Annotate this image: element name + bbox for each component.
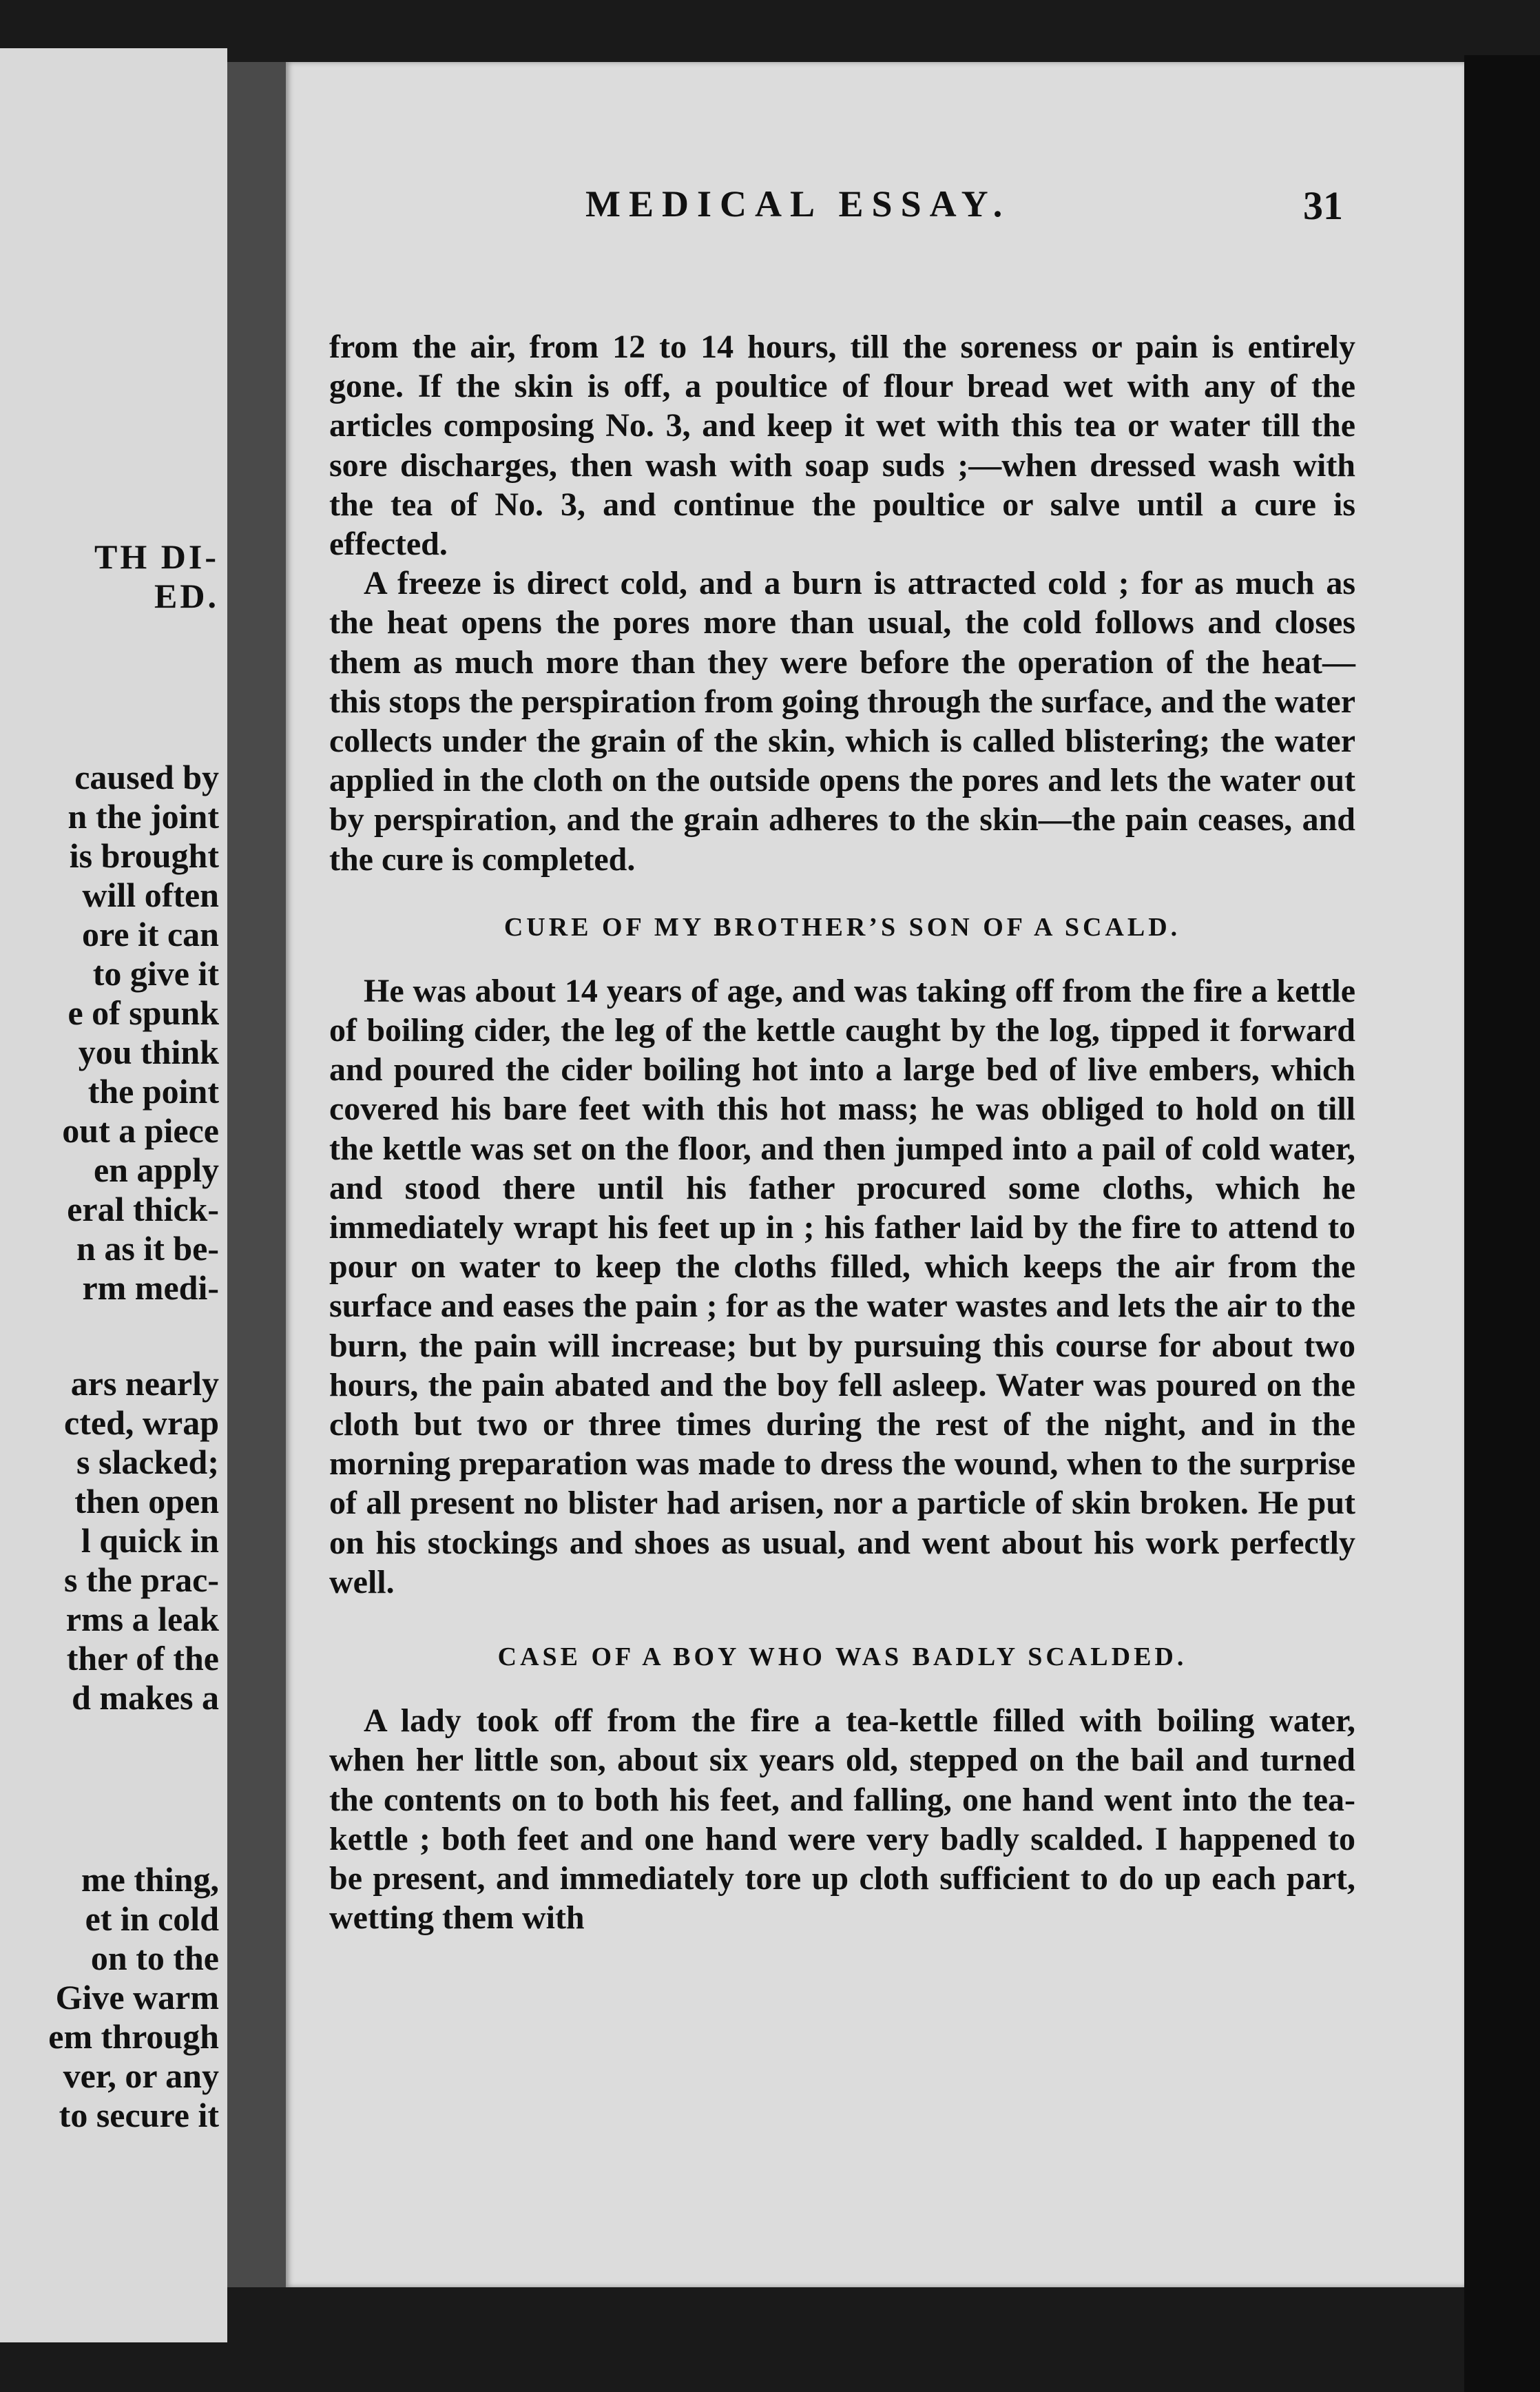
running-head: [282, 183, 1343, 238]
section-heading-brothers-son: CURE OF MY BROTHER’S SON OF A SCALD.: [503, 912, 1181, 942]
paragraph-3: He was about 14 years of age, and was taking off from the fire a kettle of boiling cider, the leg of the kettle caught by the log, tipped it forward and poured the cider boiling hot into a large bed of live embers, which covered his bare feet with this hot mass; he was obliged to hold on till the kettle was set on the floor, and then jumped into a pail of cold water, and stood there until his father procured some cloths, which he immediately wrapt his feet up in ; his father laid by the fire to attend to pour on water to keep the cloths filled, which keeps the air from the surface and eases the pain ; for as the water wastes and lets the air to the burn, the pain will increase; but by pursuing this course for about two hours, the pain abated and the boy fell asleep. Water was poured on the cloth but two or three times during the rest of the night, and in the morning preparation was made to dress the wound, when to the surprise of all present no blister had arisen, nor a particle of skin broken. He put on his stockings and shoes as usual, and went about his work perfectly well.: [329, 972, 1355, 1600]
previous-page-fragment: [0, 48, 227, 2342]
page-edge-shadow: [1464, 55, 1540, 2392]
page-number: 31: [1303, 183, 1343, 228]
paragraph-2: A freeze is direct cold, and a burn is attracted cold ; for as much as the heat opens the pores more than usual, the cold follows and closes them as much more than they were before the operation of the heat—this stops the perspiration from going through the surface, and the water collects under the grain of the skin, which is called blistering; the water applied in the cloth on the outside opens the pores and lets the water out by perspiration, and the grain adheres to the skin—the pain ceases, and the cure is completed.: [329, 565, 1355, 878]
book-gutter: [227, 62, 286, 2287]
left-page-fragment-1: caused by n the joint is brought will often ore it can to give it e of spunk you think the point out a piece en apply eral thick- n as it be- rm medi-: [62, 758, 219, 1307]
section-heading-boy-scalded: CASE OF A BOY WHO WAS BADLY SCALDED.: [497, 1642, 1187, 1672]
running-title: MEDICAL ESSAY.: [585, 183, 1011, 225]
left-page-fragment-3: me thing, et in cold on to the Give warm em through ver, or any to secure it: [48, 1860, 219, 2134]
left-page-heading: TH DI- ED.: [94, 537, 219, 615]
paragraph-1: from the air, from 12 to 14 hours, till the soreness or pain is entirely gone. If the skin is off, a poultice of flour bread wet with any of the articles composing No. 3, and keep it wet with this tea or water till the sore discharges, then wash with soap suds ;—when dressed wash with the tea of No. 3, and continue the poultice or salve until a cure is effected.: [329, 329, 1355, 563]
left-page-fragment-2: ars nearly cted, wrap s slacked; then open l quick in s the prac- rms a leak ther of the d makes a: [64, 1364, 219, 1717]
paragraph-4: A lady took off from the fire a tea-kettle filled with boiling water, when her little son, about six years old, stepped on the bail and turned the contents on to both his feet, and falling, one hand went into the tea-kettle ; both feet and one hand were very badly scalded. I happened to be present, and immediately tore up cloth sufficient to do up each part, wetting them with: [329, 1702, 1355, 1937]
page-body: [329, 327, 1355, 1937]
